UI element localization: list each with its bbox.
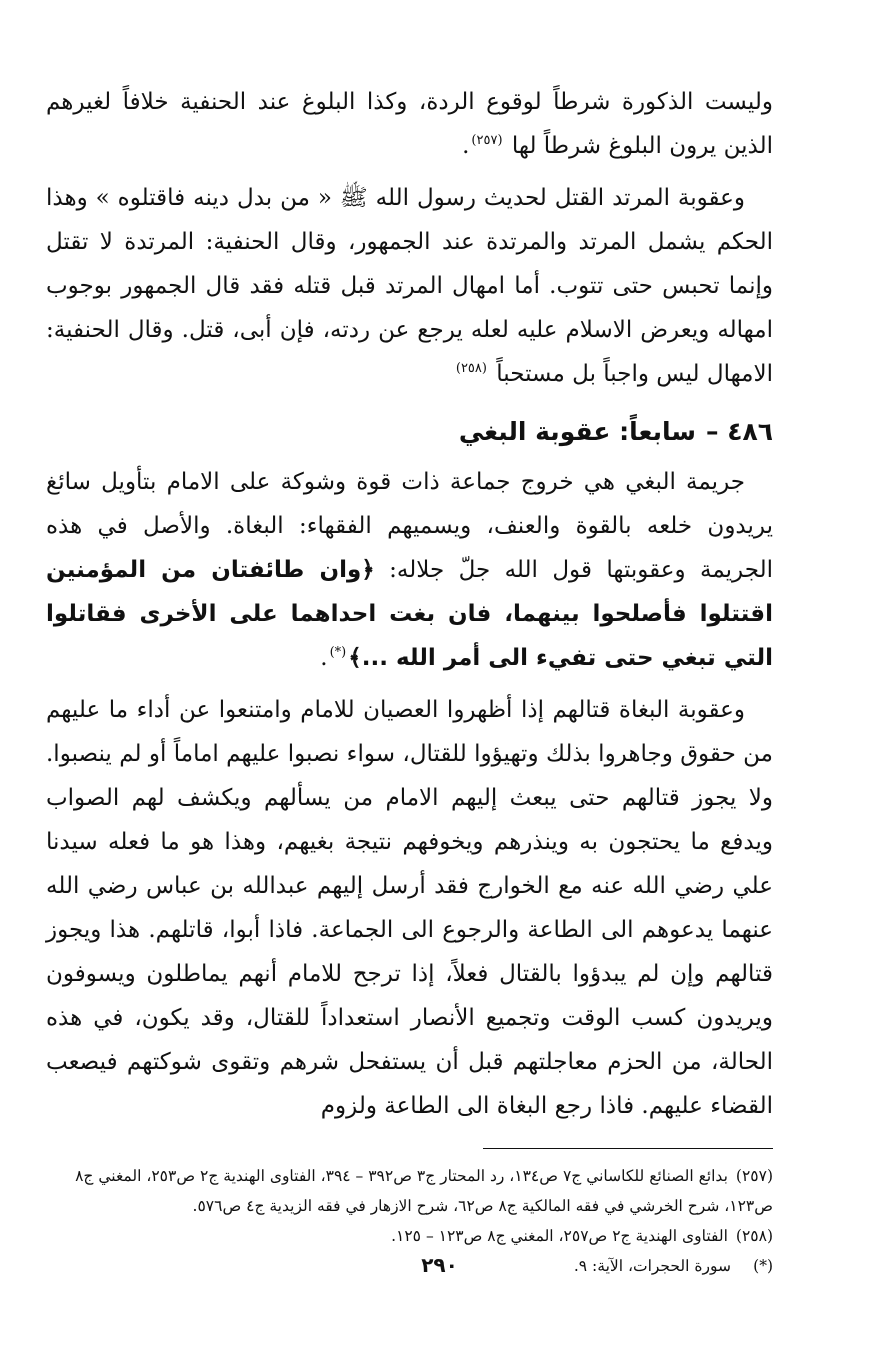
section-number: ٤٨٦ – — [706, 417, 773, 446]
paragraph-text: جريمة البغي هي خروج جماعة ذات قوة وشوكة على الامام بتأويل سائغ يريدون خلعه بالقوة والعنف، ويسميهم الفقهاء: البغاة. والأصل في هذه الجريمة وعقوبتها قول الله جلّ جلاله: — [46, 469, 773, 583]
quran-verse: ﴿وان طائفتان من المؤمنين اقتتلوا فأصلحوا بينهما، فان بغت احداهما على الأخرى فقاتلوا التي تبغي حتى تفيء الى أمر الله ...﴾ — [46, 557, 773, 671]
footnote-text: الفتاوى الهندية ج٢ ص٢٥٧، المغني ج٨ ص١٢٣ – ١٢٥. — [391, 1227, 728, 1245]
paragraph-text: وليست الذكورة شرطاً لوقوع الردة، وكذا البلوغ عند الحنفية خلافاً لغيرهم الذين يرون البلوغ شرطاً لها — [46, 89, 773, 159]
footnote-mark: (*) — [753, 1257, 773, 1275]
footnote-mark: (٢٥٧) — [735, 1167, 773, 1185]
paragraph-end: . — [320, 645, 328, 671]
footnote-text: بدائع الصنائع للكاساني ج٧ ص١٣٤، رد المحتار ج٣ ص٣٩٢ – ٣٩٤، الفتاوى الهندية ج٢ ص٢٥٣، المغني ج٨ ص١٢٣، شرح الخرشي في فقه المالكية ج٨ ص٦٢، شرح الازهار في فقه الزيدية ج٤ ص٥٧٦. — [75, 1167, 773, 1215]
footnote-257 — [46, 1161, 773, 1221]
footnote-ref-257: (٢٥٧) — [471, 133, 503, 149]
section-heading — [46, 410, 773, 454]
footnote-mark: (٢٥٨) — [735, 1227, 773, 1245]
paragraph-rebels-punishment: وعقوبة البغاة قتالهم إذا أظهروا العصيان للامام وامتنعوا عن أداء ما عليهم من حقوق وجاهروا بذلك وتهيؤوا للقتال، سواء نصبوا عليهم اماماً أو لم ينصبوا. ولا يجوز قتالهم حتى يبعث إليهم الامام من يسألهم ويكشف لهم الصواب ويدفع ما يحتجون به وينذرهم ويخوفهم نتيجة بغيهم، وهذا هو ما فعله سيدنا علي رضي الله عنه مع الخوارج فقد أرسل إليهم عبدالله بن عباس رضي الله عنهما يدعوهم الى الطاعة والرجوع الى الجماعة. فاذا أبوا، قاتلهم. هذا ويجوز قتالهم وإن لم يبدؤوا بالقتال فعلاً، إذا ترجح للامام أنهم يماطلون ويسوفون ويريدون كسب الوقت وتجميع الأنصار استعداداً للقتال، وقد يكون، في هذه الحالة، من الحزم معاجلتهم قبل أن يستفحل شرهم وتقوى شوكتهم فيصعب القضاء عليهم. فاذا رجع البغاة الى الطاعة ولزوم — [46, 697, 773, 1119]
footnote-258 — [46, 1221, 773, 1251]
section-title: سابعاً: عقوبة البغي — [458, 417, 696, 446]
book-page — [46, 80, 773, 1327]
paragraph-text: وعقوبة المرتد القتل لحديث رسول الله ﷺ « من بدل دينه فاقتلوه » وهذا الحكم يشمل المرتد والمرتدة عند الجمهور، وقال الحنفية: المرتدة لا تقتل وإنما تحبس حتى تتوب. أما امهال المرتد قبل قتله فقد قال الجمهور بوجوب امهاله ويعرض الاسلام عليه لعله يرجع عن ردته، فإن أبى، قتل. وقال الحنفية: الامهال ليس واجباً بل مستحباً — [46, 185, 773, 387]
footnote-ref-258: (٢٥٨) — [455, 361, 487, 377]
footnote-text: سورة الحجرات، الآية: ٩. — [573, 1257, 731, 1275]
paragraph-apostate-punishment — [46, 176, 773, 396]
footnote-ref-star: (*) — [329, 645, 347, 661]
paragraph-end: . — [462, 133, 470, 159]
footnote-divider — [483, 1148, 773, 1149]
page-number: ٢٩٠ — [421, 1253, 458, 1277]
paragraph-apostasy-conditions — [46, 80, 773, 168]
paragraph-rebellion-definition — [46, 460, 773, 680]
